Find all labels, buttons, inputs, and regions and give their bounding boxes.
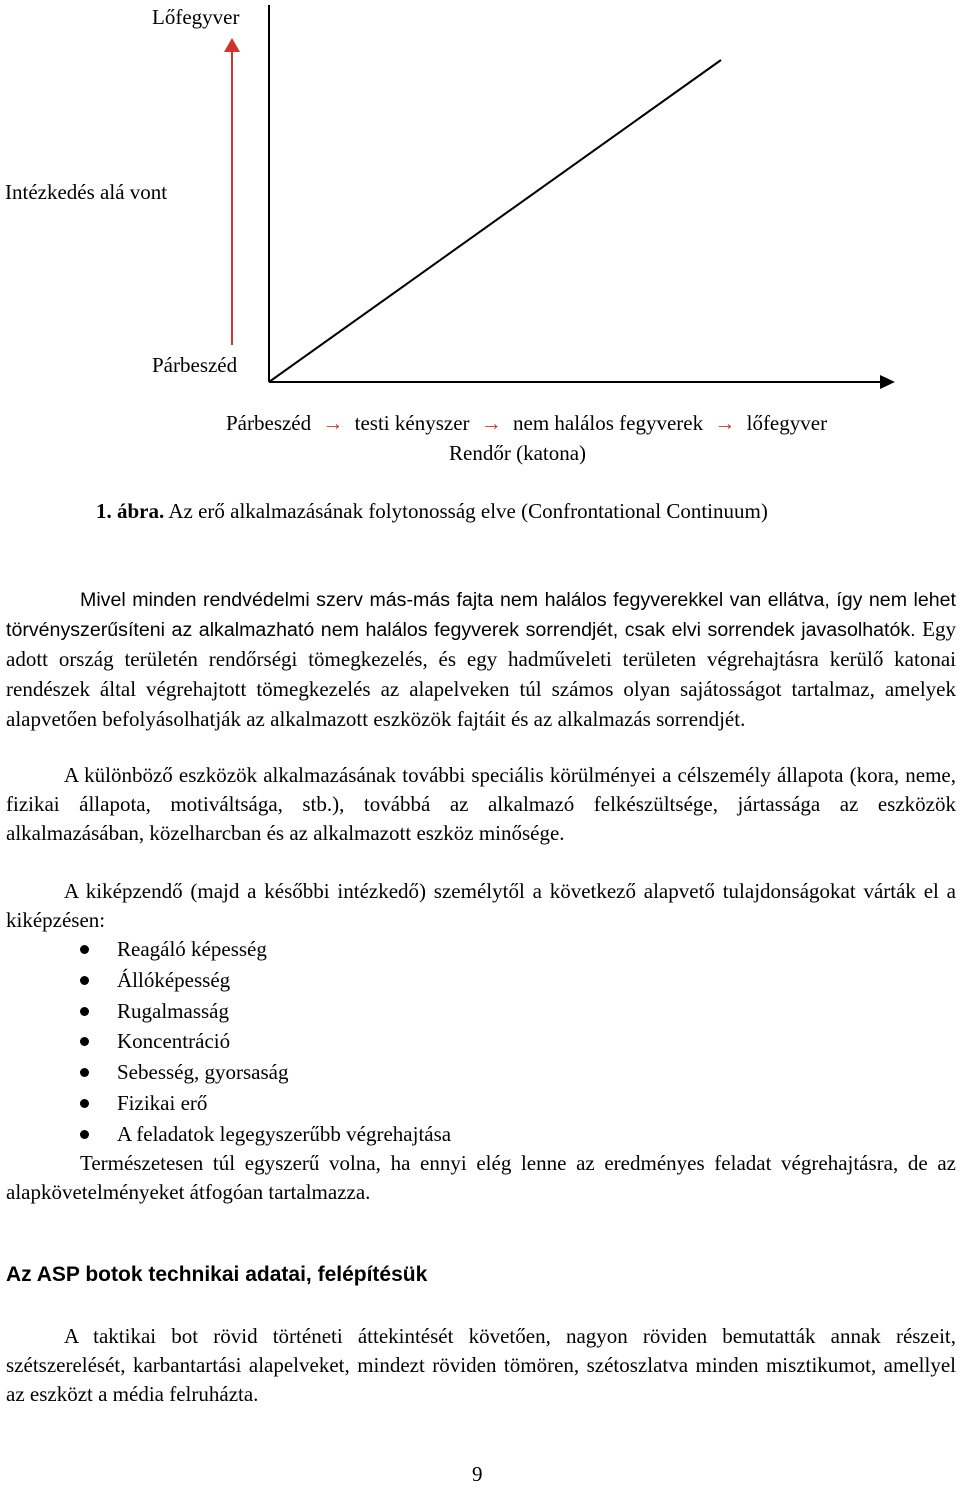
diagonal-line bbox=[269, 60, 721, 382]
bullet-icon bbox=[80, 976, 89, 985]
paragraph-3: A kiképzendő (majd a későbbi intézkedő) személytől a következő alapvető tulajdonságokat várták el a kiképzésen: bbox=[6, 879, 956, 933]
sequence-arrow-icon: → bbox=[480, 411, 502, 435]
sequence-step-3: nem halálos fegyverek bbox=[513, 411, 704, 435]
paragraph-1-part-1: Mivel minden rendvédelmi szerv más-más fajta nem halálos fegyverekkel van ellátva, így nem lehet törvényszerűsíteni az alkalmazható nem halálos fegyverek sorrendjét, csak elvi sorrendek javasolhatók. bbox=[6, 589, 956, 641]
sequence-step-2: testi kényszer bbox=[354, 411, 470, 435]
sequence-step-1: Párbeszéd bbox=[226, 411, 312, 435]
escalation-sequence bbox=[226, 411, 827, 436]
figure-caption bbox=[96, 499, 768, 524]
figure-caption-text: Az erő alkalmazásának folytonosság elve (Confrontational Continuum) bbox=[168, 499, 768, 523]
paragraph-4: Természetesen túl egyszerű volna, ha ennyi elég lenne az eredményes feladat végrehajtásra, de az alapkövetelményeket átfogóan tartalmazza. bbox=[6, 1151, 956, 1205]
bullet-icon bbox=[80, 945, 89, 954]
page-number: 9 bbox=[472, 1462, 483, 1486]
force-continuum-diagram bbox=[0, 0, 960, 480]
bullet-icon bbox=[80, 1068, 89, 1077]
bullet-icon bbox=[80, 1099, 89, 1108]
paragraph-2: A különböző eszközök alkalmazásának további speciális körülményei a célszemély állapota (kora, neme, fizikai állapota, motiváltsága, stb.), továbbá az alkalmazó felkészültsége, jártassága az eszközök alkalmazásában, közelharcban és az alkalmazott eszköz minősége. bbox=[6, 763, 956, 846]
paragraph-1-part-2: Egy adott ország területén rendőrségi tömegkezelés, és egy hadműveleti területen végrehajtásra kerülő katonai rendészek által végrehajtott tömegkezelés az alapelveken túl számos olyan sajátosságot tartalmaz, amelyek alapvetően befolyásolhatják az alkalmazott eszközök fajtáit és az alkalmazás sorrendjét. bbox=[6, 617, 956, 731]
sequence-step-4: lőfegyver bbox=[746, 411, 828, 435]
figure-caption-number: 1. ábra. bbox=[96, 499, 165, 523]
bullet-icon bbox=[80, 1130, 89, 1139]
x-axis-label: Rendőr (katona) bbox=[449, 441, 587, 465]
bullet-icon bbox=[80, 1037, 89, 1046]
section-heading: Az ASP botok technikai adatai, felépítésük bbox=[6, 1263, 428, 1286]
sequence-arrow-icon: → bbox=[714, 411, 736, 435]
bullet-icon bbox=[80, 1007, 89, 1016]
sequence-arrow-icon: → bbox=[322, 411, 344, 435]
label-dialogue: Párbeszéd bbox=[152, 353, 238, 377]
paragraph-5: A taktikai bot rövid történeti áttekintését követően, nagyon röviden bemutatták annak részeit, szétszerelését, karbantartási alapelveket, mindezt röviden tömören, szétoszlatva minden misztikumot, amellyel az eszközt a média felruházta. bbox=[6, 1324, 956, 1407]
label-subject: Intézkedés alá vont bbox=[5, 180, 168, 204]
escalation-arrowhead bbox=[224, 38, 240, 52]
label-firearm: Lőfegyver bbox=[152, 5, 240, 29]
paragraph-1 bbox=[6, 586, 956, 735]
x-axis-arrowhead bbox=[880, 375, 895, 389]
